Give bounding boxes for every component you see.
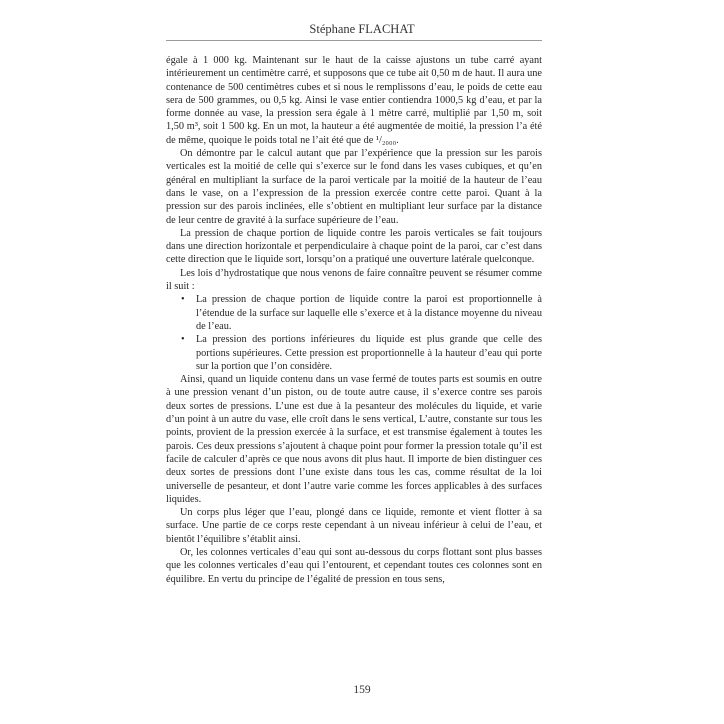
header-rule: [166, 40, 542, 41]
running-header-author: Stéphane FLACHAT: [309, 22, 415, 36]
list-item: [166, 333, 542, 373]
paragraph: Ainsi, quand un liquide contenu dans un vase fermé de toutes parts est soumis en outre à une pression venant d’un piston, ou de toute autre cause, il s’exerce contre ses parois deux sortes de pressions. L’une est due à la pesanteur des molécules du liquide, et varie d’un point à un autre du vase, elle croît dans le sens vertical, L’autre, constante sur tous les points, provient de la pression exercée à la surface, et est transmise également à toutes les parois. Ces deux pressions s’ajoutent à chaque point pour former la pression totale qu’il est facile de calculer d’après ce que nous avons dit plus haut. Il importe de bien distinguer ces deux sortes de pressions dont l’une existe dans tous les cas, comme résultat de la loi universelle de pesanteur, et dont l’autre varie comme les forces applicables à des surfaces liquides.: [166, 374, 542, 505]
page-number: 159: [353, 684, 371, 696]
bullet-icon: •: [181, 294, 185, 306]
list-item: [166, 293, 542, 333]
paragraph: Les lois d’hydrostatique que nous venons de faire connaître peuvent se résumer comme il suit :: [166, 267, 542, 293]
bullet-icon: •: [181, 334, 185, 346]
list-item-text: La pression des portions inférieures du liquide est plus grande que celle des portions supérieures. Cette pression est proportionnelle à la hauteur d’eau qui porte sur la portion que l’on considère.: [196, 334, 542, 372]
paragraph: Un corps plus léger que l’eau, plongé dans ce liquide, remonte et vient flotter à sa surface. Une partie de ce corps reste cependant à un niveau inférieur à celui de l’eau, et bientôt l’équilibre s’établit ainsi.: [166, 507, 542, 545]
laws-list: [166, 293, 542, 373]
paragraph: On démontre par le calcul autant que par l’expérience que la pression sur les parois verticales est la moitié de celle qui s’exerce sur le fond dans les vases cubiques, et qu’en général en multipliant la surface de la paroi verticale par la moitié de la hauteur de l’eau dans le vase, on a l’expression de la pression exercée contre cette paroi. Quant à la pression sur des parois inclinées, elle s’obtient en multipliant leur surface par la distance de leur centre de gravité à la surface supérieure de l’eau.: [166, 148, 542, 226]
body-text: [166, 54, 542, 586]
paragraph: La pression de chaque portion de liquide contre les parois verticales se fait toujours dans une direction horizontale et perpendiculaire à chaque point de la paroi, car c’est dans cette direction que le liquide sort, lorsqu’on a pratiqué une ouverture latérale quelconque.: [166, 227, 542, 266]
paragraph: Or, les colonnes verticales d’eau qui sont au-dessous du corps flottant sont plus basses que les colonnes verticales d’eau qui l’entourent, et cependant toutes ces colonnes sont en équilibre. En vertu du principe de l’égalité de pression en tous sens,: [166, 546, 542, 585]
list-item-text: La pression de chaque portion de liquide contre la paroi est proportionnelle à l’étendue de la surface sur laquelle elle s’exerce et à la distance moyenne du niveau de l’eau.: [196, 294, 542, 332]
paragraph-continuation: égale à 1 000 kg. Maintenant sur le haut de la caisse ajustons un tube carré ayant intérieurement un centimètre carré, et supposons que ce tube ait 0,50 m de haut. Il aura une contenance de 500 centimètres cubes et si nous le remplissons d’eau, le poids de cette eau sera de 500 grammes, ou 0,5 kg. Ainsi le vase entier contiendra 1000,5 kg d’eau, et par la forme donnée au vase, la pression sera égale à 1 mètre carré, multiplié par 1,50 m, soit 1,50 m³, soit 1 500 kg. En un mot, la hauteur a été augmentée de moitié, la pression l’a été de même, quoique le poids total ne l’ait été que de ¹/₂₀₀₀.: [166, 55, 542, 146]
